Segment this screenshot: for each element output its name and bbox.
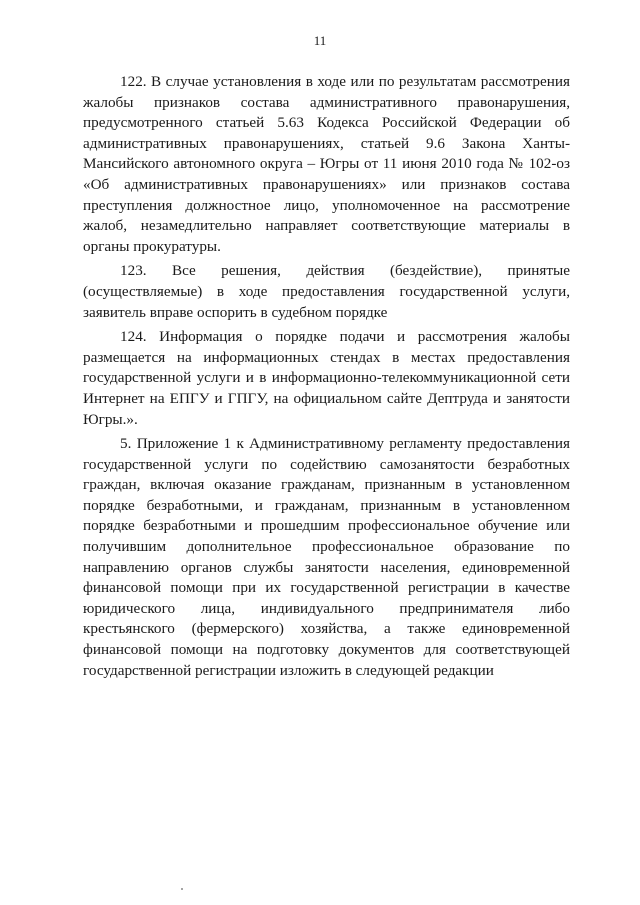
page-number: 11 [313, 33, 327, 48]
paragraph-122: 122. В случае установления в ходе или по результатам рассмотрения жалобы признаков состава административного правонарушения, предусмотренного статьей 5.63 Кодекса Российской Федерации об административных правонарушениях, статьей 9.6 Закона Ханты-Мансийского автономного округа – Югры от 11 июня 2010 года № 102-оз «Об административных правонарушениях» или признаков состава преступления должностное лицо, уполномоченное на рассмотрение жалоб, незамедлительно направляет соответствующие материалы в органы прокуратуры. [83, 73, 570, 255]
paragraph-124: 124. Информация о порядке подачи и рассмотрения жалобы размещается на информационных стендах в местах предоставления государственной услуги и в информационно-телекоммуникационной сети Интернет на ЕПГУ и ГПГУ, на официальном сайте Дептруда и занятости Югры.». [83, 328, 570, 428]
scan-speck [181, 888, 183, 890]
paragraph-123: 123. Все решения, действия (бездействие), принятые (осуществляемые) в ходе предоставления государственной услуги, заявитель вправе оспорить в судебном порядке [83, 262, 570, 321]
paragraph-5: 5. Приложение 1 к Административному регламенту предоставления государственной услуги по содействию самозанятости безработных граждан, включая оказание гражданам, признанным в установленном порядке безработными, и гражданам, признанным в установленном порядке безработными и прошедшим профессиональное обучение или получившим дополнительное профессиональное образование по направлению органов службы занятости населения, единовременной финансовой помощи при их государственной регистрации в качестве юридического лица, индивидуального предпринимателя либо крестьянского (фермерского) хозяйства, а также единовременной финансовой помощи на подготовку документов для соответствующей государственной регистрации изложить в следующей редакции [83, 435, 570, 679]
document-body [83, 72, 570, 685]
